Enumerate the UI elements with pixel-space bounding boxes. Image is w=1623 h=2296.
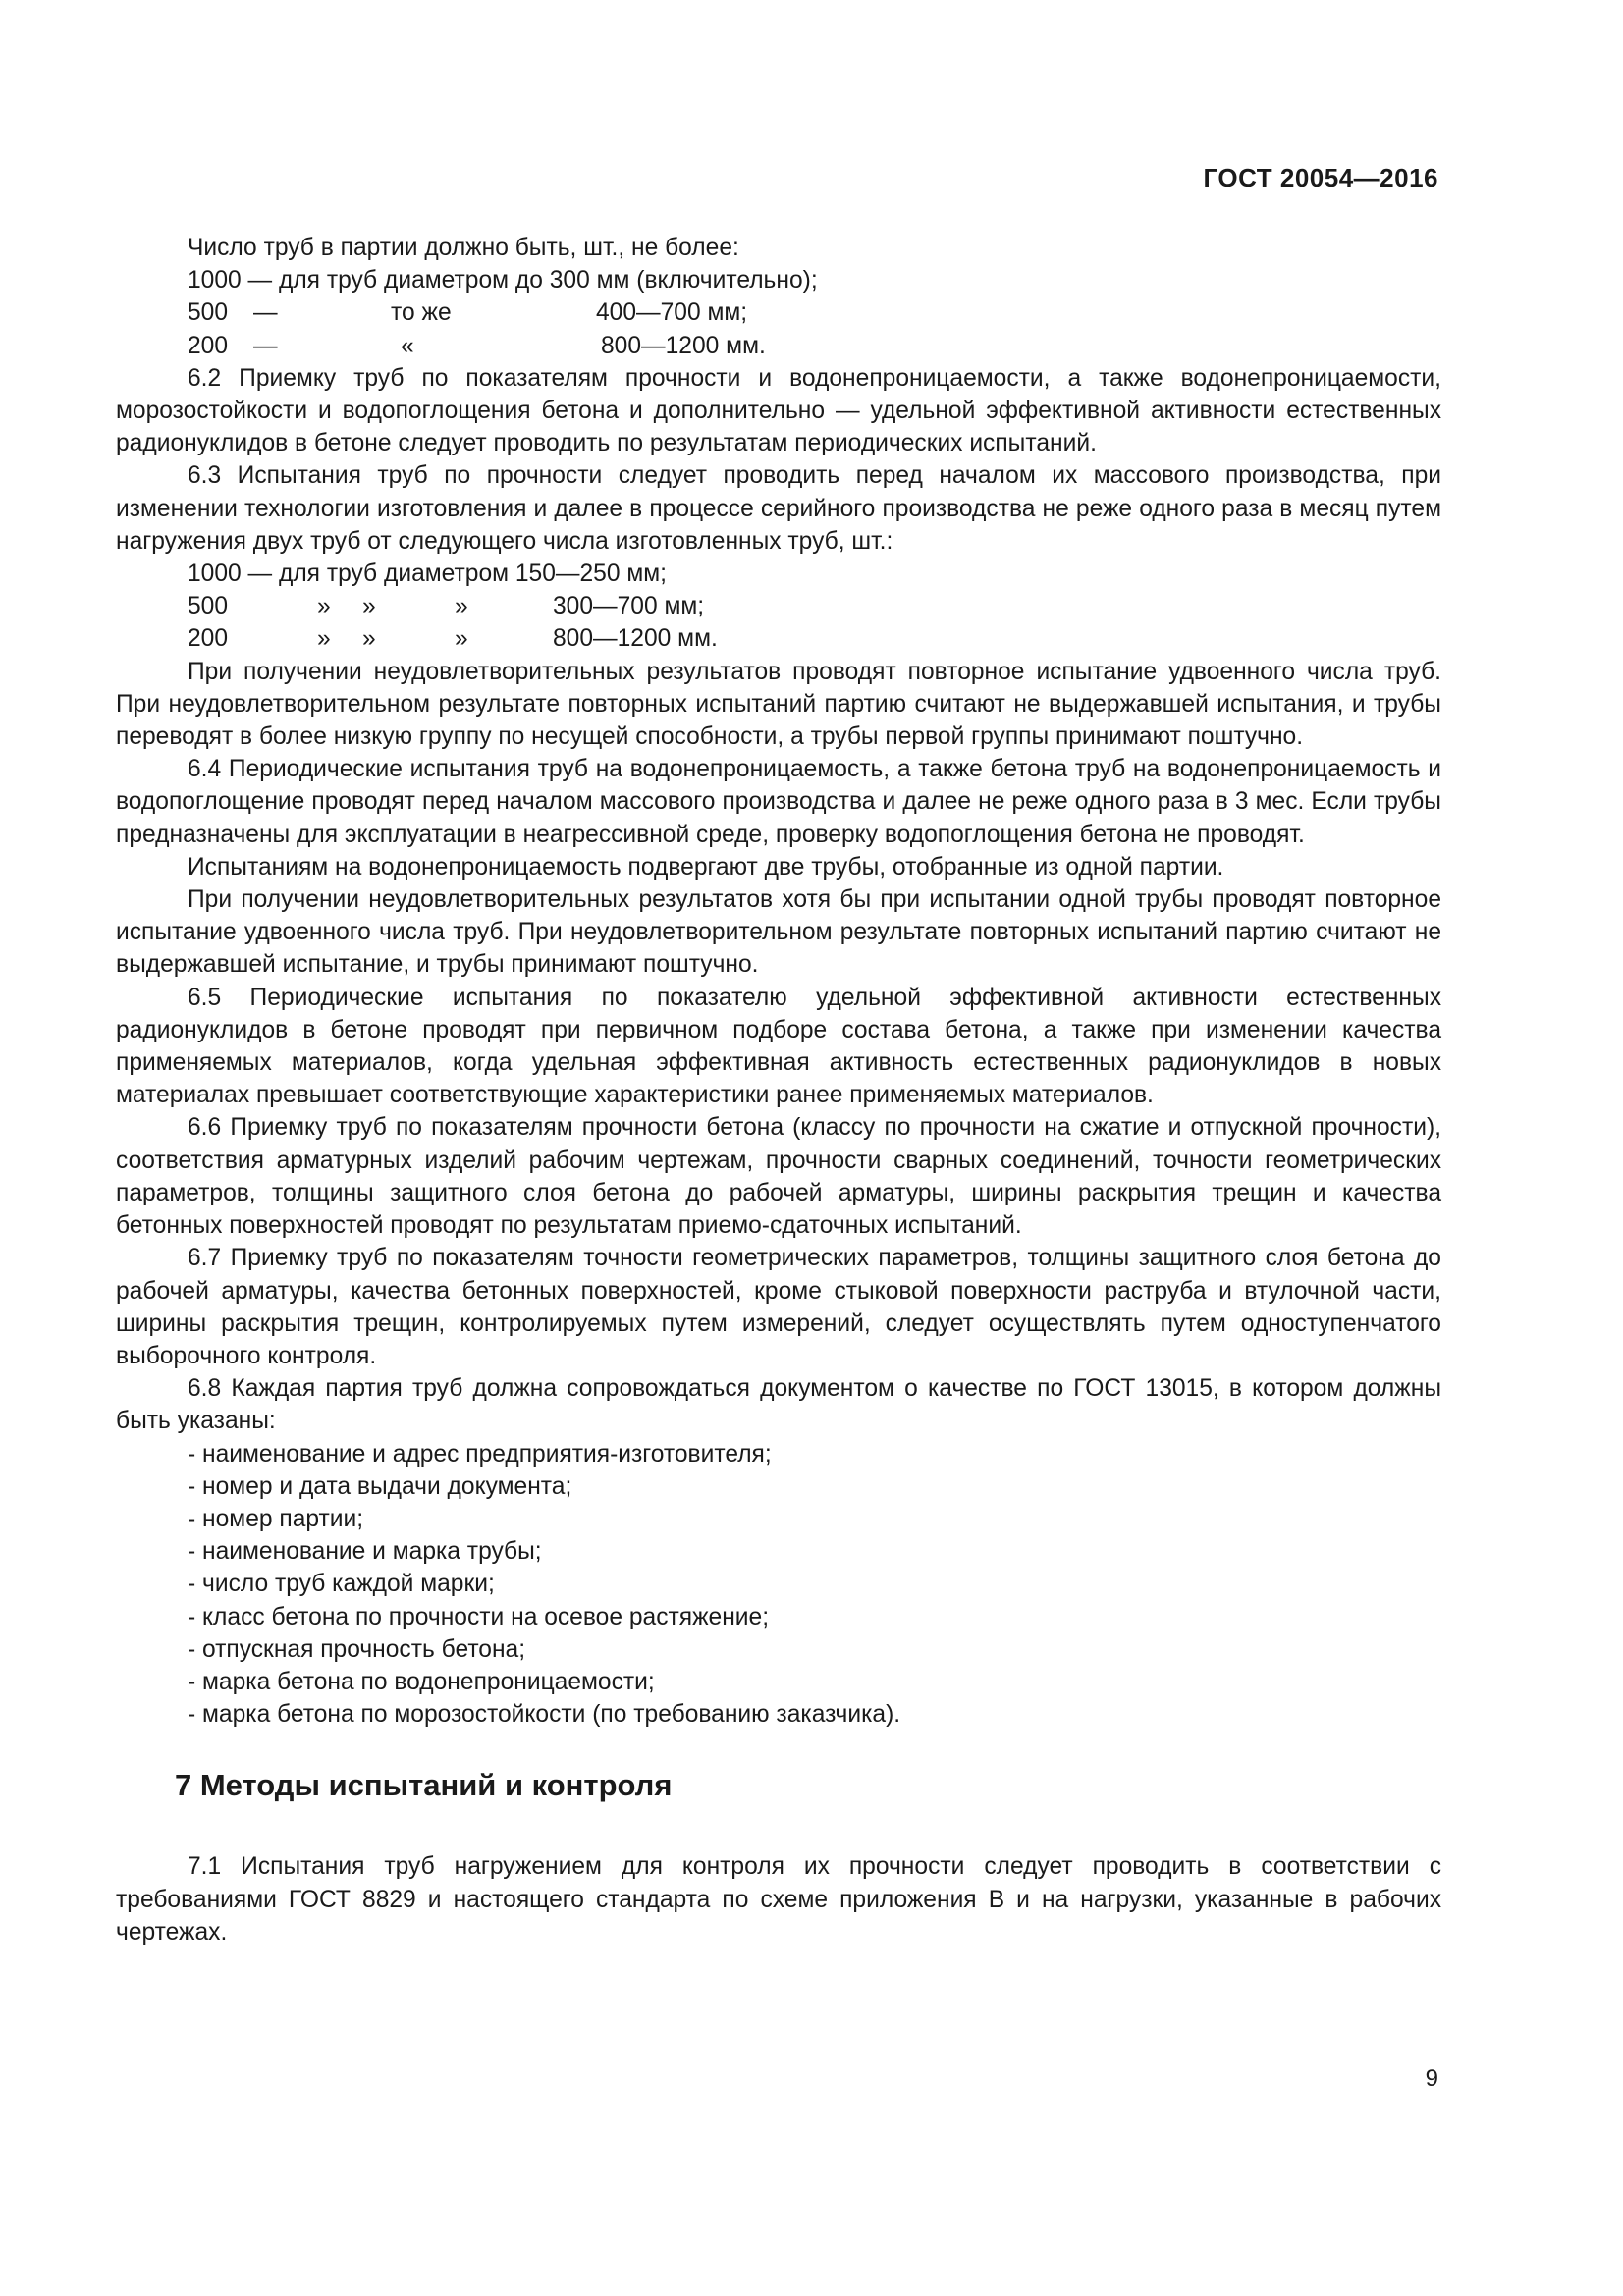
test-batch-row-3-q3: » [455, 625, 468, 653]
paragraph-6-5: 6.5 Периодические испытания по показателю удельной эффективной активности естественных радионуклидов в бетоне проводят при первичном подборе состава бетона, а также при изменении качества применяемых материалов, когда удельная эффективная активность естественных радионуклидов в новых материалах превышает соответствующие характеристики ранее применяемых материалов. [116, 984, 1441, 1109]
batch-row-3-count: 200 [188, 332, 229, 359]
list-item: - наименование и адрес предприятия-изготовителя; [188, 1440, 772, 1468]
test-batch-row-2 [116, 590, 1441, 622]
section-7-heading: 7 Методы испытаний и контроля [175, 1768, 673, 1803]
batch-row-3-note: « [401, 332, 414, 359]
test-batch-row-2-q1: » [317, 593, 331, 620]
list-item: - класс бетона по прочности на осевое растяжение; [188, 1603, 770, 1630]
paragraph-6-7: 6.7 Приемку труб по показателям точности геометрических параметров, толщины защитного слоя бетона до рабочей арматуры, качества бетонных поверхностей, кроме стыковой поверхности раструба и втулочной части, ширины раскрытия трещин, контролируемых путем измерений, следует осуществлять путем одноступенчатого выборочного контроля. [116, 1245, 1441, 1369]
paragraph-6-2: 6.2 Приемку труб по показателям прочности и водонепроницаемости, а также водонепроницаемости, морозостойкости и водопоглощения бетона и дополнительно — удельной эффективной активности естественных радионуклидов в бетоне следует проводить по результатам периодических испытаний. [116, 364, 1441, 457]
paragraph-6-4: 6.4 Периодические испытания труб на водонепроницаемость, а также бетона труб на водонепроницаемость и водопоглощение проводят перед началом массового производства и далее не реже одного раза в 3 мес. Если трубы предназначены для эксплуатации в неагрессивной среде, проверку водопоглощения бетона не проводят. [116, 756, 1441, 848]
paragraph-7-1: 7.1 Испытания труб нагружением для контроля их прочности следует проводить в соответствии с требованиями ГОСТ 8829 и настоящего стандарта по схеме приложения В и на нагрузки, указанные в рабочих чертежах. [116, 1853, 1441, 1946]
test-batch-row-1-line: 1000 — для труб диаметром 150—250 мм; [188, 561, 668, 588]
batch-row-2-count: 500 [188, 299, 229, 327]
list-item: - наименование и марка трубы; [188, 1538, 542, 1566]
quality-document-list [116, 1438, 1441, 1732]
test-batch-row-3-q2: » [362, 625, 376, 653]
batch-row-2 [116, 296, 1441, 329]
paragraph-6-4-sample: Испытаниям на водонепроницаемость подвергают две трубы, отобранные из одной партии. [188, 853, 1224, 881]
list-item: - марка бетона по морозостойкости (по требованию заказчика). [188, 1701, 901, 1729]
batch-intro: Число труб в партии должно быть, шт., не более: [188, 235, 739, 261]
batch-row-3-dash: — [253, 332, 278, 359]
test-batch-row-3 [116, 622, 1441, 655]
test-batch-row-2-q3: » [455, 593, 468, 620]
test-batch-row-1 [116, 558, 1441, 590]
paragraph-6-4-retest: При получении неудовлетворительных результатов хотя бы при испытании одной трубы проводят повторное испытание удвоенного числа труб. При неудовлетворительном результате повторных испытаний партию считают не выдержавшей испытание, и трубы принимают поштучно. [116, 886, 1441, 979]
list-item: - число труб каждой марки; [188, 1571, 495, 1598]
document-body [116, 232, 1441, 1949]
paragraph-6-6: 6.6 Приемку труб по показателям прочности бетона (классу по прочности на сжатие и отпускной прочности), соответствия арматурных изделий рабочим чертежам, прочности сварных соединений, точности геометрических параметров, толщины защитного слоя бетона до рабочей арматуры, ширины раскрытия трещин и качества бетонных поверхностей проводят по результатам приемо-сдаточных испытаний. [116, 1114, 1441, 1240]
paragraph-6-8: 6.8 Каждая партия труб должна сопровождаться документом о качестве по ГОСТ 13015, в котором должны быть указаны: [116, 1375, 1441, 1435]
batch-row-1-count: 1000 — для труб диаметром до 300 мм (включительно); [188, 267, 818, 294]
test-batch-row-2-count: 500 [188, 593, 229, 620]
document-id-header: ГОСТ 20054—2016 [1203, 163, 1438, 192]
list-item: - отпускная прочность бетона; [188, 1635, 526, 1663]
batch-row-2-note: то же [391, 299, 452, 327]
test-batch-row-3-count: 200 [188, 625, 229, 653]
batch-row-1 [116, 264, 1441, 296]
list-item: - номер партии; [188, 1505, 364, 1532]
test-batch-row-2-q2: » [362, 593, 376, 620]
test-batch-row-3-q1: » [317, 625, 331, 653]
batch-row-2-range: 400—700 мм; [596, 299, 748, 327]
page-number: 9 [1425, 2065, 1438, 2092]
batch-row-3-range: 800—1200 мм. [601, 332, 766, 359]
list-item: - марка бетона по водонепроницаемости; [188, 1668, 655, 1695]
paragraph-6-3-retest: При получении неудовлетворительных результатов проводят повторное испытание удвоенного числа труб. При неудовлетворительном результате повторных испытаний партию считают не выдержавшей испытания, и трубы переводят в более низкую группу по несущей способности, а трубы первой группы принимают поштучно. [116, 658, 1441, 751]
test-batch-row-3-range: 800—1200 мм. [553, 625, 718, 653]
list-item: - номер и дата выдачи документа; [188, 1472, 572, 1500]
batch-row-3 [116, 330, 1441, 362]
paragraph-6-3: 6.3 Испытания труб по прочности следует проводить перед началом их массового производства, при изменении технологии изготовления и далее в процессе серийного производства не реже одного раза в месяц путем нагружения двух труб от следующего числа изготовленных труб, шт.: [116, 462, 1441, 555]
batch-row-2-dash: — [253, 299, 278, 327]
test-batch-row-2-range: 300—700 мм; [553, 593, 705, 620]
